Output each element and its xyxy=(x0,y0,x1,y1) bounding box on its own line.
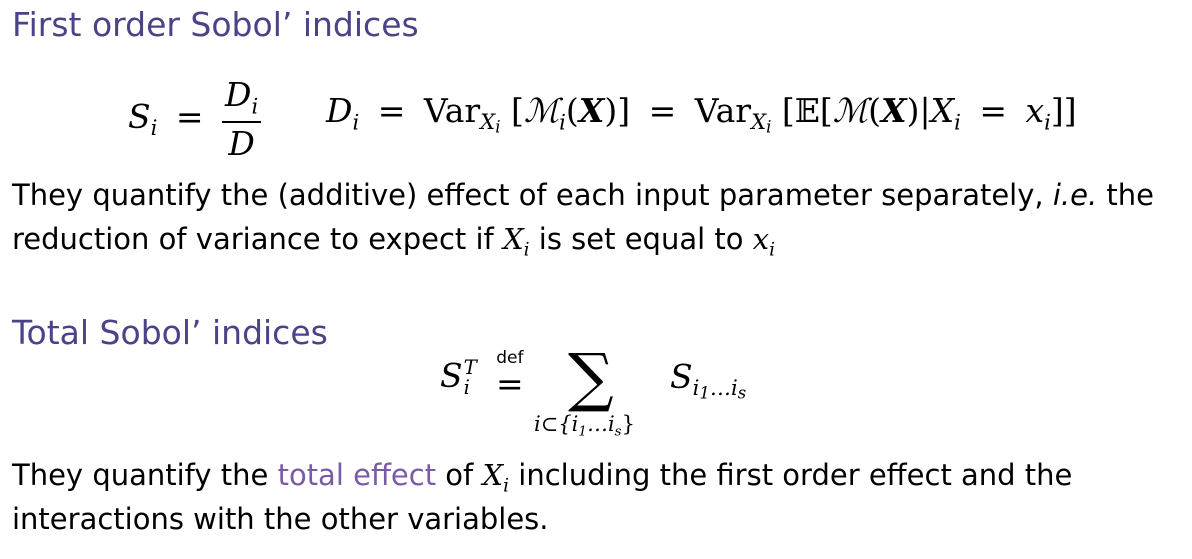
paren-close: ) xyxy=(604,91,618,130)
first-order-description xyxy=(12,173,1154,261)
numerator-index: i xyxy=(251,93,259,119)
equals-sign: = xyxy=(648,91,677,130)
formula-total-index xyxy=(440,341,800,440)
paren-open: ( xyxy=(868,91,881,130)
variable-index: i xyxy=(523,239,530,261)
variable-x: X xyxy=(482,458,504,492)
description-line-2: interactions with the other variables. xyxy=(12,502,549,536)
bracket-close: ]] xyxy=(1050,91,1077,130)
bracket-open: [ xyxy=(510,91,524,130)
equals-sign: = xyxy=(175,96,204,136)
paren-open: ( xyxy=(565,91,579,130)
description-line-1: They quantify the total effect of $X_i$ including the first order effect and the xyxy=(12,458,1073,497)
description-line-2: reduction of variance to expect if $X_i$ is set equal to $x_i$ xyxy=(12,222,776,261)
formula-partial-variance xyxy=(326,91,1077,137)
symbol-s: S xyxy=(670,357,693,396)
numerator-d: D xyxy=(225,75,252,114)
input-vector-x: X xyxy=(880,91,907,130)
input-vector-x: X xyxy=(578,91,605,130)
var-operator: Var xyxy=(694,91,752,130)
ie-abbreviation: i.e. xyxy=(1052,178,1098,212)
bracket-close: ] xyxy=(617,91,631,130)
summation-symbol: ∑ xyxy=(568,341,614,415)
total-index-lhs xyxy=(440,355,477,399)
value-x: x xyxy=(752,222,770,256)
superscript-t: T xyxy=(463,356,477,379)
conditioning-index: i xyxy=(954,109,961,135)
definition-equals xyxy=(496,348,524,403)
var-subscript-x: X xyxy=(480,109,496,135)
bracket-open: [ xyxy=(781,91,795,130)
var-subscript-x: X xyxy=(751,109,767,135)
formula-first-order-index xyxy=(128,75,261,163)
equals-sign: = xyxy=(979,91,1007,130)
def-label: def xyxy=(496,348,524,368)
symbol-s: S xyxy=(128,96,151,136)
conditioning-variable: X xyxy=(930,91,955,130)
fraction-d-i-over-d xyxy=(222,75,261,163)
var-operator: Var xyxy=(423,91,481,130)
description-line-1: They quantify the (additive) effect of each input parameter separately, i.e. the xyxy=(12,178,1154,212)
symbol-s: S xyxy=(440,355,463,395)
paren-close: ) xyxy=(906,91,920,130)
value-x: x xyxy=(1025,91,1045,130)
var-subscript-index: i xyxy=(766,117,772,137)
model-symbol: ℳ xyxy=(523,91,560,130)
denominator-d: D xyxy=(228,123,255,163)
total-effect-description xyxy=(12,453,1072,541)
section-title-first-order: First order Sobol’ indices xyxy=(12,5,419,44)
model-symbol: ℳ xyxy=(832,91,869,130)
conditional-bar: | xyxy=(919,91,931,130)
variable-x: X xyxy=(502,222,524,256)
index-i: i xyxy=(463,375,470,399)
equals-sign: = xyxy=(496,364,524,403)
summand-term: $S_{i1\dots is}$ xyxy=(670,357,747,403)
index-i: i xyxy=(352,109,360,135)
value-index: i xyxy=(769,239,776,261)
variable-index: i xyxy=(503,475,510,497)
total-effect-highlight: total effect xyxy=(277,458,437,492)
model-index: i xyxy=(559,109,566,135)
symbol-d: D xyxy=(326,91,353,130)
var-subscript-index: i xyxy=(495,117,501,137)
bracket-open: [ xyxy=(819,91,833,130)
index-i: i xyxy=(150,115,158,141)
equals-sign: = xyxy=(377,91,406,130)
summation-range: $i\subset\{i_1\dots i_s\}$ xyxy=(534,412,635,440)
expectation-symbol: 𝔼 xyxy=(794,91,820,130)
section-title-total: Total Sobol’ indices xyxy=(12,313,328,352)
value-index: i xyxy=(1044,109,1051,135)
